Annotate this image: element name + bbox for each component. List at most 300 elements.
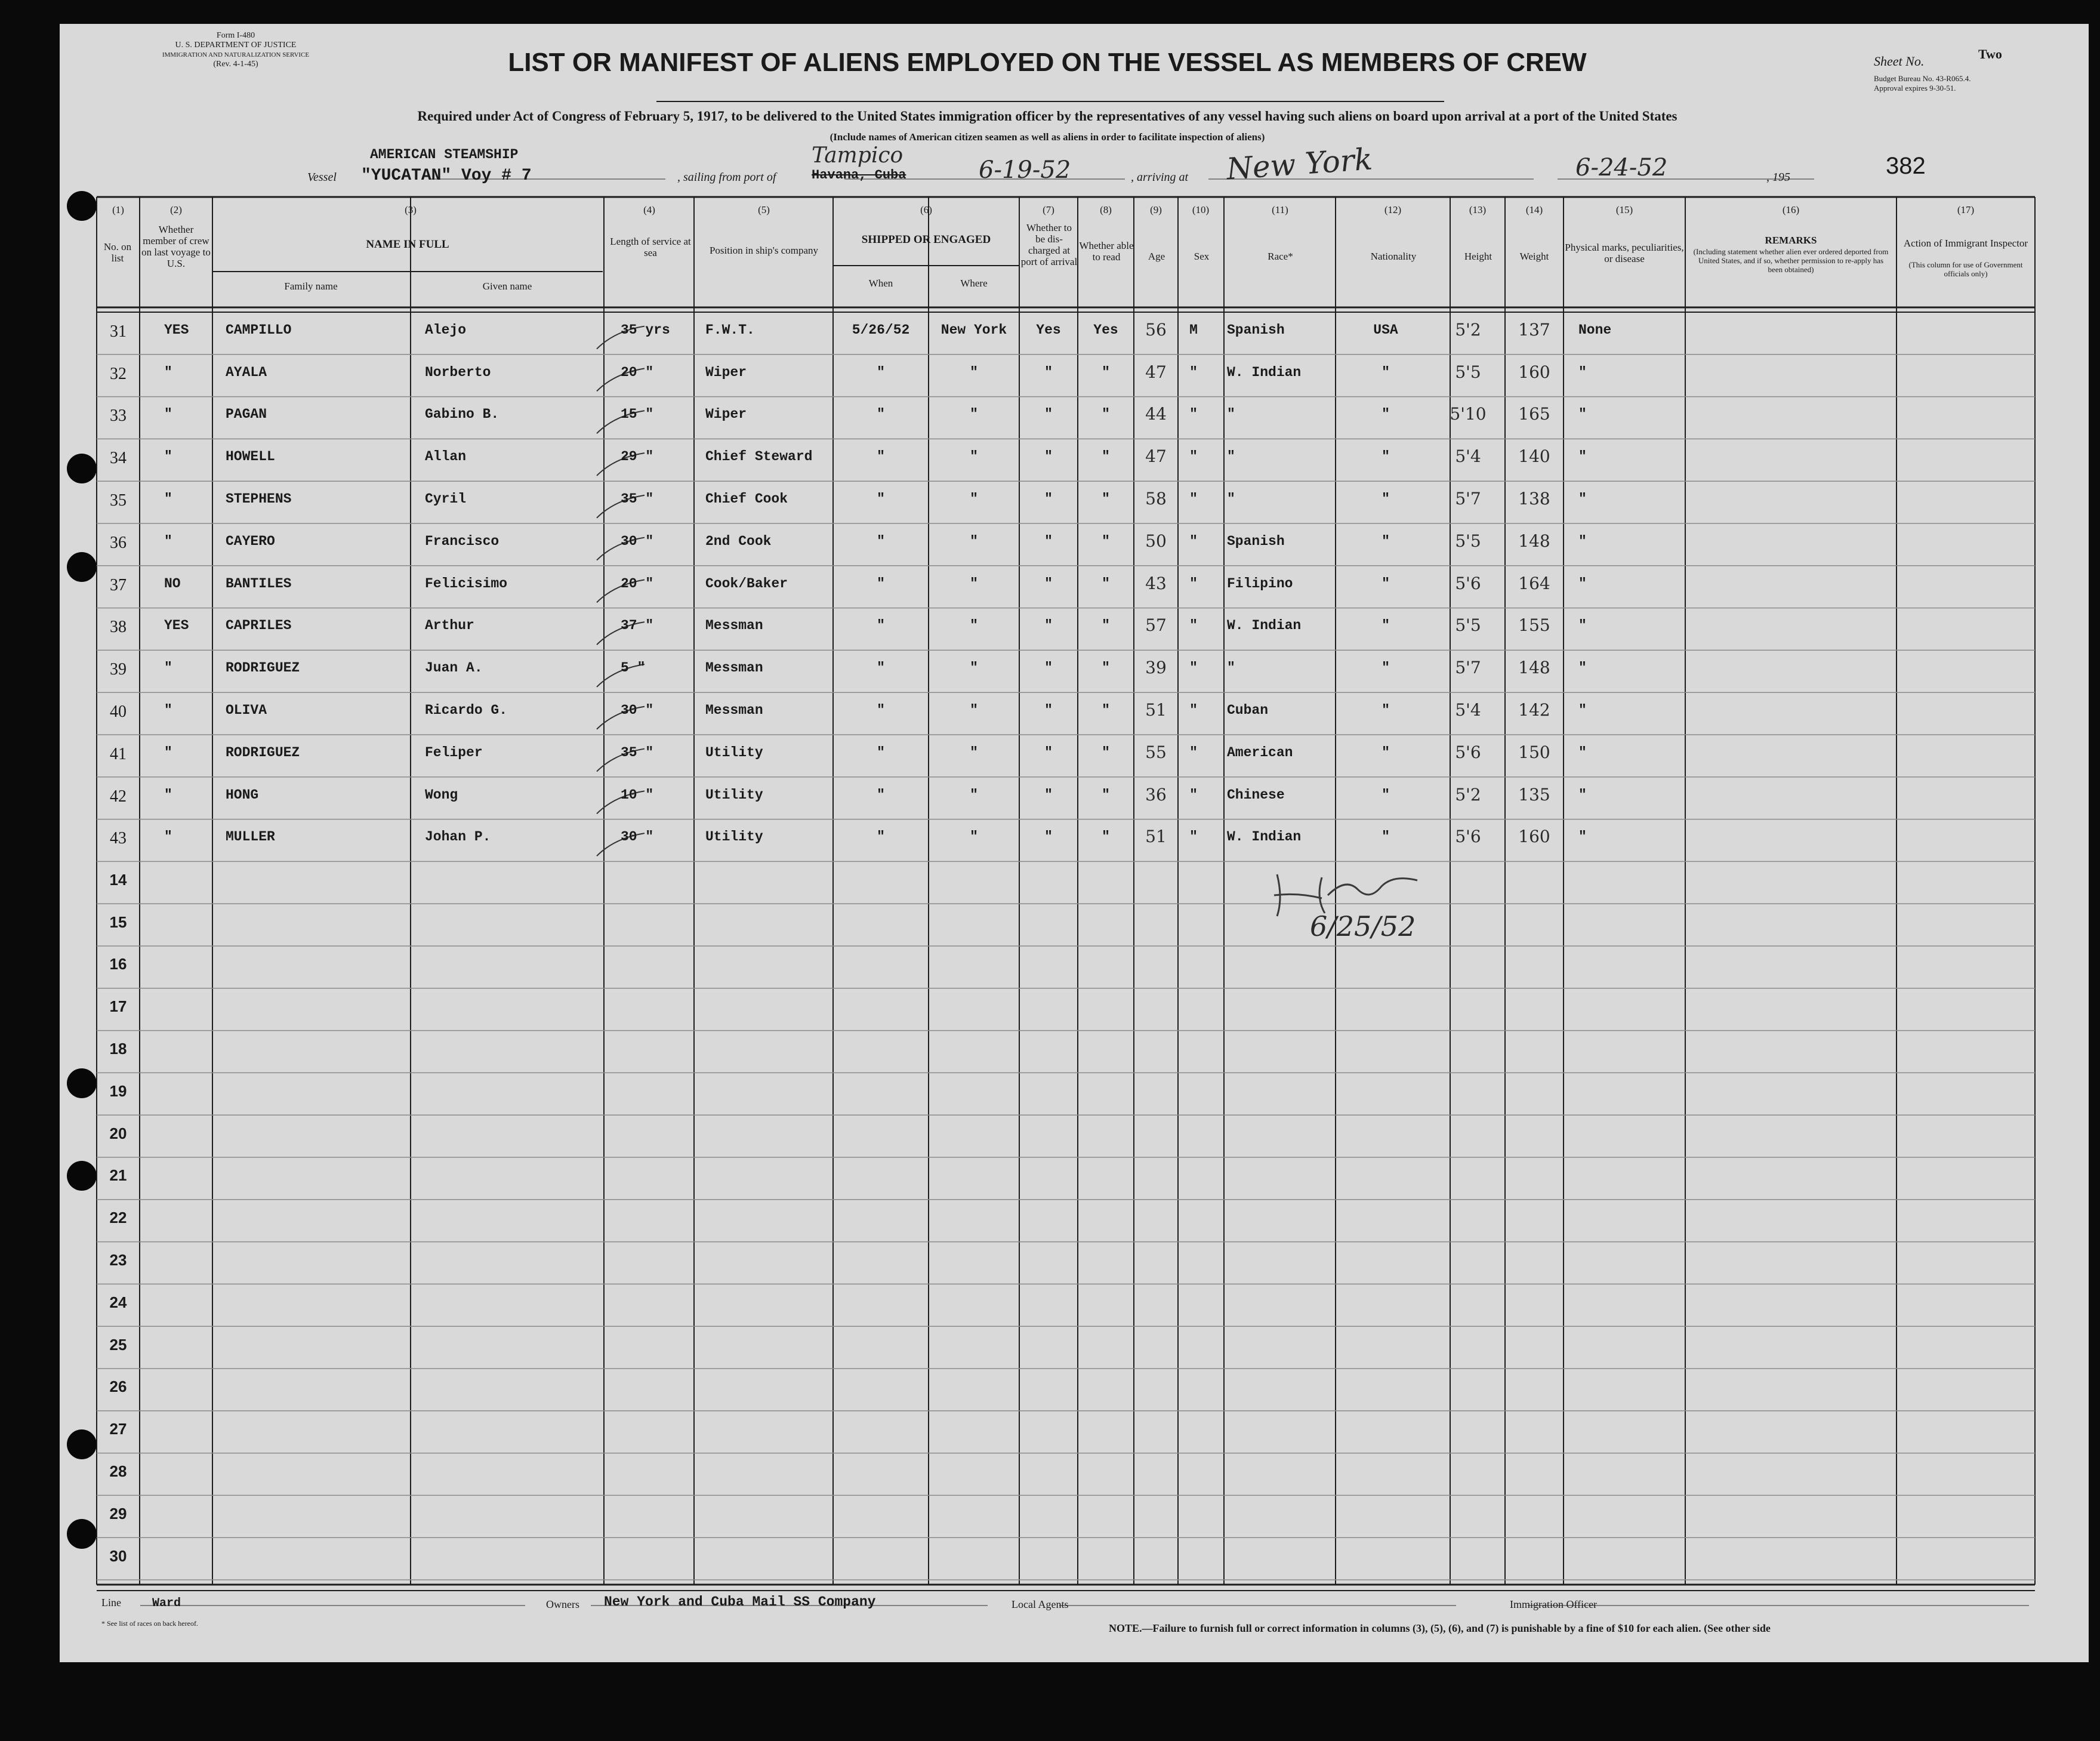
crew-weight: 142 bbox=[1518, 700, 1550, 720]
form-subtitle-note: (Include names of American citizen seamen as well as aliens in order to facilitate inspection of aliens) bbox=[829, 131, 1265, 143]
crew-able-to-read: " bbox=[1102, 829, 1110, 845]
form-subtitle: Required under Act of Congress of February 5, 1917, to be delivered to the United States immigration officer by the representatives of any vessel having such aliens on board upon arrival at a port of the United States bbox=[417, 109, 1677, 124]
footer-agents-label: Local Agents bbox=[1012, 1598, 1069, 1610]
column-number: (17) bbox=[1957, 204, 1975, 215]
crew-physical-marks: " bbox=[1578, 575, 1587, 591]
crew-nationality: " bbox=[1382, 364, 1390, 380]
column-number: (4) bbox=[643, 204, 655, 215]
crew-age: 47 bbox=[1145, 446, 1167, 467]
crew-given-name: Francisco bbox=[425, 533, 499, 549]
crew-nationality: " bbox=[1382, 618, 1390, 634]
punch-hole bbox=[67, 191, 97, 221]
crew-discharged: " bbox=[1044, 364, 1053, 380]
crew-nationality: " bbox=[1382, 744, 1390, 760]
col-header-inspector-note: (This column for use of Government officials only) bbox=[1908, 260, 2023, 278]
crew-sex: " bbox=[1189, 787, 1198, 803]
column-number: (12) bbox=[1384, 204, 1402, 215]
crew-position: Messman bbox=[705, 618, 763, 634]
vessel-name: "YUCATAN" Voy # 7 bbox=[361, 167, 532, 185]
crew-given-name: Wong bbox=[425, 787, 458, 803]
column-number: (7) bbox=[1043, 204, 1054, 215]
crew-family-name: CAMPILLO bbox=[226, 322, 292, 338]
crew-list-number: 33 bbox=[110, 406, 127, 426]
inspector-signature-date: 6/25/52 bbox=[1310, 910, 1416, 942]
crew-list-number: 39 bbox=[110, 660, 127, 679]
crew-given-name: Juan A. bbox=[425, 660, 483, 676]
crew-sex: " bbox=[1189, 618, 1198, 634]
crew-sex: " bbox=[1189, 406, 1198, 423]
crew-service-years: 5 " bbox=[621, 660, 646, 676]
crew-physical-marks: " bbox=[1578, 491, 1587, 507]
crew-prev-voyage: " bbox=[164, 533, 172, 549]
crew-list-number: 31 bbox=[110, 322, 127, 341]
crew-physical-marks: " bbox=[1578, 660, 1587, 676]
crew-discharged: " bbox=[1044, 491, 1053, 507]
crew-physical-marks: " bbox=[1578, 744, 1587, 760]
crew-height: 5'7 bbox=[1455, 658, 1481, 678]
crew-service-years: 15 " bbox=[621, 406, 654, 423]
arriving-date: 6-24-52 bbox=[1575, 154, 1668, 181]
crew-sex: " bbox=[1189, 491, 1198, 507]
crew-shipped-when: " bbox=[877, 660, 885, 676]
crew-able-to-read: " bbox=[1102, 787, 1110, 803]
crew-family-name: MULLER bbox=[226, 829, 275, 845]
crew-able-to-read: " bbox=[1102, 364, 1110, 380]
crew-nationality: " bbox=[1382, 575, 1390, 591]
crew-discharged: " bbox=[1044, 660, 1053, 676]
crew-physical-marks: " bbox=[1578, 702, 1587, 719]
crew-age: 44 bbox=[1145, 404, 1167, 424]
crew-given-name: Gabino B. bbox=[425, 406, 499, 423]
crew-weight: 140 bbox=[1518, 446, 1550, 467]
printed-row-number: 18 bbox=[109, 1039, 127, 1058]
crew-race: " bbox=[1227, 449, 1235, 465]
crew-given-name: Feliper bbox=[425, 744, 483, 760]
crew-given-name: Ricardo G. bbox=[425, 702, 508, 719]
crew-discharged: " bbox=[1044, 744, 1053, 760]
crew-service-years: 29 " bbox=[621, 449, 654, 465]
crew-prev-voyage: " bbox=[164, 660, 172, 676]
crew-shipped-where: New York bbox=[940, 322, 1007, 338]
crew-position: Wiper bbox=[705, 406, 747, 423]
approval-expiry: Approval expires 9-30-51. bbox=[1874, 84, 1956, 93]
crew-shipped-when: " bbox=[877, 491, 885, 507]
crew-height: 5'2 bbox=[1455, 319, 1481, 340]
crew-race: American bbox=[1227, 744, 1293, 760]
crew-list-number: 32 bbox=[110, 364, 127, 383]
col-header-age: Age bbox=[1148, 251, 1165, 262]
crew-age: 50 bbox=[1145, 531, 1167, 551]
crew-nationality: " bbox=[1382, 449, 1390, 465]
col-header-where: Where bbox=[960, 278, 988, 289]
crew-able-to-read: " bbox=[1102, 575, 1110, 591]
crew-age: 51 bbox=[1145, 827, 1167, 847]
crew-weight: 148 bbox=[1518, 531, 1550, 551]
crew-age: 47 bbox=[1145, 362, 1167, 382]
crew-shipped-where: " bbox=[970, 406, 978, 423]
col-header-position: Position in ship's company bbox=[709, 245, 819, 256]
punch-hole bbox=[67, 1068, 97, 1098]
printed-row-number: 24 bbox=[109, 1293, 127, 1311]
col-header-shipped: SHIPPED OR ENGAGED bbox=[861, 233, 991, 246]
crew-given-name: Johan P. bbox=[425, 829, 491, 845]
crew-weight: 148 bbox=[1518, 658, 1550, 678]
col-header-nationality: Nationality bbox=[1370, 251, 1417, 262]
crew-weight: 165 bbox=[1518, 404, 1550, 424]
crew-age: 51 bbox=[1145, 700, 1167, 720]
crew-nationality: " bbox=[1382, 406, 1390, 423]
crew-height: 5'4 bbox=[1455, 446, 1481, 467]
sailing-port: Havana, Cuba bbox=[812, 168, 906, 183]
crew-weight: 160 bbox=[1518, 827, 1550, 847]
col-header-read: Whether able to read bbox=[1079, 240, 1134, 263]
punch-hole bbox=[67, 1429, 97, 1459]
col-header-when: When bbox=[868, 278, 893, 289]
crew-family-name: AYALA bbox=[226, 364, 267, 380]
form-service: IMMIGRATION AND NATURALIZATION SERVICE bbox=[162, 51, 310, 58]
crew-race: W. Indian bbox=[1227, 618, 1302, 634]
col-header-height: Height bbox=[1464, 251, 1492, 262]
col-header-list-no: No. on list bbox=[103, 241, 132, 264]
crew-given-name: Felicisimo bbox=[425, 575, 508, 591]
footer-owners-label: Owners bbox=[546, 1598, 579, 1610]
crew-position: Messman bbox=[705, 660, 763, 676]
crew-height: 5'10 bbox=[1450, 404, 1487, 424]
crew-weight: 155 bbox=[1518, 615, 1550, 636]
form-id-block bbox=[146, 31, 325, 69]
column-number: (11) bbox=[1272, 204, 1288, 215]
crew-shipped-where: " bbox=[970, 744, 978, 760]
column-number: (9) bbox=[1150, 204, 1162, 215]
footer-line-label: Line bbox=[101, 1597, 121, 1609]
crew-shipped-when: " bbox=[877, 702, 885, 719]
crew-sex: " bbox=[1189, 575, 1198, 591]
printed-row-number: 19 bbox=[109, 1081, 127, 1100]
crew-discharged: " bbox=[1044, 829, 1053, 845]
crew-family-name: OLIVA bbox=[226, 702, 267, 719]
crew-given-name: Cyril bbox=[425, 491, 467, 507]
crew-age: 55 bbox=[1145, 742, 1167, 762]
footer-penalty-note: NOTE.—Failure to furnish full or correct information in columns (3), (5), (6), and (7) is punishable by a fine of $10 for each alien. (See other side bbox=[1109, 1622, 1771, 1634]
crew-age: 39 bbox=[1145, 658, 1167, 678]
printed-row-number: 16 bbox=[109, 955, 127, 973]
col-header-discharged: Whether to be dis-charged at port of arrival bbox=[1020, 222, 1078, 267]
page-title: LIST OR MANIFEST OF ALIENS EMPLOYED ON THE VESSEL AS MEMBERS OF CREW bbox=[508, 48, 1587, 77]
crew-race: Spanish bbox=[1227, 533, 1285, 549]
crew-discharged: " bbox=[1044, 449, 1053, 465]
crew-list-number: 41 bbox=[110, 744, 127, 763]
crew-service-years: 35 " bbox=[621, 491, 654, 507]
col-header-remarks-note: (Including statement whether alien ever ordered deported from United States, and if so, whether permission to re-apply has been obtained) bbox=[1693, 247, 1889, 274]
column-number: (8) bbox=[1100, 204, 1112, 215]
crew-sex: " bbox=[1189, 449, 1198, 465]
footer-officer-label: Immigration Officer bbox=[1510, 1598, 1598, 1610]
crew-position: Chief Cook bbox=[705, 491, 788, 507]
crew-discharged: " bbox=[1044, 702, 1053, 719]
crew-position: Utility bbox=[705, 787, 763, 803]
crew-race: W. Indian bbox=[1227, 364, 1302, 380]
crew-shipped-where: " bbox=[970, 702, 978, 719]
crew-family-name: HONG bbox=[226, 787, 259, 803]
crew-position: F.W.T. bbox=[705, 322, 755, 338]
crew-weight: 160 bbox=[1518, 362, 1550, 382]
crew-given-name: Allan bbox=[425, 449, 467, 465]
printed-row-number: 23 bbox=[109, 1250, 127, 1269]
crew-shipped-when: 5/26/52 bbox=[852, 322, 910, 338]
printed-row-number: 15 bbox=[109, 913, 127, 931]
crew-nationality: " bbox=[1382, 829, 1390, 845]
arriving-label: , arriving at bbox=[1131, 171, 1189, 184]
col-header-marks: Physical marks, peculiarities, or disease bbox=[1565, 242, 1684, 264]
crew-given-name: Norberto bbox=[425, 364, 491, 380]
sheet-label: Sheet No. bbox=[1874, 54, 1925, 69]
crew-physical-marks: " bbox=[1578, 406, 1587, 423]
crew-family-name: CAYERO bbox=[226, 533, 275, 549]
column-number: (14) bbox=[1525, 204, 1543, 215]
crew-family-name: HOWELL bbox=[226, 449, 275, 465]
crew-weight: 138 bbox=[1518, 489, 1550, 509]
crew-height: 5'4 bbox=[1455, 700, 1481, 720]
col-header-prev-voyage: Whether member of crew on last voyage to U.S. bbox=[141, 224, 211, 269]
crew-physical-marks: " bbox=[1578, 787, 1587, 803]
col-header-family-name: Family name bbox=[284, 281, 338, 292]
crew-able-to-read: " bbox=[1102, 744, 1110, 760]
crew-shipped-where: " bbox=[970, 660, 978, 676]
printed-row-number: 14 bbox=[109, 870, 127, 889]
crew-physical-marks: None bbox=[1578, 322, 1612, 338]
crew-service-years: 30 " bbox=[621, 829, 654, 845]
crew-prev-voyage: " bbox=[164, 449, 172, 465]
crew-race: Spanish bbox=[1227, 322, 1285, 338]
crew-position: Cook/Baker bbox=[705, 575, 788, 591]
crew-race: W. Indian bbox=[1227, 829, 1302, 845]
crew-list-number: 34 bbox=[110, 449, 127, 468]
crew-list-number: 40 bbox=[110, 702, 127, 722]
crew-prev-voyage: " bbox=[164, 829, 172, 845]
crew-shipped-when: " bbox=[877, 533, 885, 549]
printed-row-number: 30 bbox=[109, 1546, 127, 1565]
crew-prev-voyage: NO bbox=[164, 575, 181, 591]
crew-discharged: " bbox=[1044, 406, 1053, 423]
crew-service-years: 35 yrs bbox=[621, 322, 670, 338]
printed-row-number: 22 bbox=[109, 1209, 127, 1227]
crew-height: 5'2 bbox=[1455, 784, 1481, 805]
crew-able-to-read: " bbox=[1102, 406, 1110, 423]
crew-family-name: PAGAN bbox=[226, 406, 267, 423]
crew-given-name: Alejo bbox=[425, 322, 467, 338]
form-dept: U. S. DEPARTMENT OF JUSTICE bbox=[175, 41, 297, 50]
crew-shipped-where: " bbox=[970, 364, 978, 380]
column-number: (2) bbox=[170, 204, 182, 215]
crew-weight: 164 bbox=[1518, 573, 1550, 593]
crew-age: 36 bbox=[1145, 784, 1167, 805]
crew-weight: 150 bbox=[1518, 742, 1550, 762]
crew-list-number: 37 bbox=[110, 575, 127, 594]
crew-race: " bbox=[1227, 491, 1235, 507]
crew-nationality: " bbox=[1382, 702, 1390, 719]
crew-prev-voyage: " bbox=[164, 491, 172, 507]
crew-sex: " bbox=[1189, 660, 1198, 676]
printed-row-number: 21 bbox=[109, 1166, 127, 1185]
crew-service-years: 30 " bbox=[621, 702, 654, 719]
crew-shipped-when: " bbox=[877, 744, 885, 760]
crew-prev-voyage: " bbox=[164, 406, 172, 423]
column-number: (10) bbox=[1192, 204, 1210, 215]
printed-row-number: 25 bbox=[109, 1335, 127, 1354]
crew-race: Filipino bbox=[1227, 575, 1293, 591]
crew-shipped-where: " bbox=[970, 575, 978, 591]
vessel-type: AMERICAN STEAMSHIP bbox=[370, 147, 519, 162]
crew-list-number: 42 bbox=[110, 787, 127, 806]
crew-sex: " bbox=[1189, 364, 1198, 380]
sheet-number: Two bbox=[1978, 47, 2002, 61]
crew-weight: 137 bbox=[1518, 319, 1550, 340]
column-number: (6) bbox=[920, 204, 932, 215]
column-number: (15) bbox=[1615, 204, 1633, 215]
crew-age: 57 bbox=[1145, 615, 1167, 636]
crew-able-to-read: " bbox=[1102, 491, 1110, 507]
column-number: (1) bbox=[112, 204, 124, 215]
crew-shipped-when: " bbox=[877, 364, 885, 380]
crew-service-years: 20 " bbox=[621, 364, 654, 380]
crew-sex: M bbox=[1189, 322, 1198, 338]
budget-bureau: Budget Bureau No. 43-R065.4. bbox=[1874, 74, 1971, 83]
col-header-name: NAME IN FULL bbox=[366, 238, 449, 251]
footer-line-value: Ward bbox=[152, 1597, 181, 1610]
sailing-label: , sailing from port of bbox=[677, 171, 776, 184]
crew-able-to-read: Yes bbox=[1093, 322, 1118, 338]
footer-owners-value: New York and Cuba Mail SS Company bbox=[604, 1594, 876, 1610]
col-header-remarks: REMARKS bbox=[1765, 235, 1817, 246]
printed-row-number: 17 bbox=[109, 997, 127, 1016]
printed-row-number: 27 bbox=[109, 1420, 127, 1438]
crew-shipped-where: " bbox=[970, 449, 978, 465]
crew-able-to-read: " bbox=[1102, 533, 1110, 549]
crew-shipped-where: " bbox=[970, 829, 978, 845]
crew-sex: " bbox=[1189, 702, 1198, 719]
crew-height: 5'5 bbox=[1455, 531, 1481, 551]
year-label: , 195 bbox=[1766, 171, 1790, 184]
crew-physical-marks: " bbox=[1578, 829, 1587, 845]
crew-sex: " bbox=[1189, 829, 1198, 845]
crew-physical-marks: " bbox=[1578, 533, 1587, 549]
footer-races-note: * See list of races on back hereof. bbox=[101, 1619, 198, 1628]
crew-list-number: 35 bbox=[110, 491, 127, 510]
crew-nationality: " bbox=[1382, 787, 1390, 803]
punch-hole bbox=[67, 1519, 97, 1549]
crew-age: 56 bbox=[1145, 319, 1167, 340]
crew-race: Cuban bbox=[1227, 702, 1269, 719]
crew-height: 5'6 bbox=[1455, 573, 1481, 593]
form-rev: (Rev. 4-1-45) bbox=[213, 60, 258, 69]
crew-prev-voyage: YES bbox=[164, 618, 189, 634]
sailing-port-handwritten: Tampico bbox=[812, 143, 903, 168]
crew-discharged: " bbox=[1044, 575, 1053, 591]
crew-position: Utility bbox=[705, 744, 763, 760]
column-number: (5) bbox=[758, 204, 770, 215]
crew-age: 58 bbox=[1145, 489, 1167, 509]
crew-race: " bbox=[1227, 660, 1235, 676]
arriving-port: New York bbox=[1225, 141, 1374, 187]
col-header-given-name: Given name bbox=[482, 281, 532, 292]
crew-family-name: RODRIGUEZ bbox=[226, 744, 300, 760]
crew-height: 5'6 bbox=[1455, 827, 1481, 847]
crew-shipped-where: " bbox=[970, 618, 978, 634]
col-header-service: Length of service at sea bbox=[610, 236, 691, 258]
crew-weight: 135 bbox=[1518, 784, 1550, 805]
crew-shipped-where: " bbox=[970, 491, 978, 507]
punch-hole bbox=[67, 552, 97, 582]
crew-family-name: CAPRILES bbox=[226, 618, 292, 634]
crew-service-years: 35 " bbox=[621, 744, 654, 760]
crew-sex: " bbox=[1189, 744, 1198, 760]
crew-height: 5'6 bbox=[1455, 742, 1481, 762]
crew-prev-voyage: " bbox=[164, 787, 172, 803]
column-number: (13) bbox=[1469, 204, 1487, 215]
crew-family-name: STEPHENS bbox=[226, 491, 292, 507]
col-header-inspector: Action of Immigrant Inspector bbox=[1903, 238, 2028, 249]
crew-position: Chief Steward bbox=[705, 449, 813, 465]
col-header-race: Race* bbox=[1268, 251, 1293, 262]
crew-shipped-where: " bbox=[970, 787, 978, 803]
crew-shipped-when: " bbox=[877, 618, 885, 634]
crew-nationality: " bbox=[1382, 491, 1390, 507]
crew-prev-voyage: " bbox=[164, 364, 172, 380]
printed-row-number: 29 bbox=[109, 1504, 127, 1523]
crew-service-years: 30 " bbox=[621, 533, 654, 549]
crew-able-to-read: " bbox=[1102, 660, 1110, 676]
crew-position: Wiper bbox=[705, 364, 747, 380]
crew-shipped-when: " bbox=[877, 829, 885, 845]
crew-position: Messman bbox=[705, 702, 763, 719]
crew-list-number: 38 bbox=[110, 618, 127, 637]
crew-shipped-when: " bbox=[877, 787, 885, 803]
crew-discharged: " bbox=[1044, 618, 1053, 634]
crew-list-number: 43 bbox=[110, 829, 127, 848]
crew-shipped-when: " bbox=[877, 449, 885, 465]
crew-given-name: Arthur bbox=[425, 618, 474, 634]
crew-shipped-when: " bbox=[877, 406, 885, 423]
punch-hole bbox=[67, 1161, 97, 1191]
crew-nationality: USA bbox=[1373, 322, 1398, 338]
punch-hole bbox=[67, 454, 97, 483]
crew-sex: " bbox=[1189, 533, 1198, 549]
crew-height: 5'5 bbox=[1455, 362, 1481, 382]
crew-discharged: " bbox=[1044, 787, 1053, 803]
crew-service-years: 10 " bbox=[621, 787, 654, 803]
crew-height: 5'5 bbox=[1455, 615, 1481, 636]
crew-prev-voyage: " bbox=[164, 744, 172, 760]
crew-physical-marks: " bbox=[1578, 364, 1587, 380]
crew-physical-marks: " bbox=[1578, 449, 1587, 465]
column-number: (16) bbox=[1782, 204, 1800, 215]
crew-position: 2nd Cook bbox=[705, 533, 772, 549]
crew-physical-marks: " bbox=[1578, 618, 1587, 634]
crew-able-to-read: " bbox=[1102, 618, 1110, 634]
crew-able-to-read: " bbox=[1102, 702, 1110, 719]
column-number: (3) bbox=[405, 204, 417, 215]
crew-family-name: BANTILES bbox=[226, 575, 292, 591]
page-stamp-number: 382 bbox=[1886, 153, 1926, 179]
crew-position: Utility bbox=[705, 829, 763, 845]
crew-nationality: " bbox=[1382, 533, 1390, 549]
crew-prev-voyage: YES bbox=[164, 322, 189, 338]
col-header-weight: Weight bbox=[1519, 251, 1549, 262]
crew-height: 5'7 bbox=[1455, 489, 1481, 509]
printed-row-number: 26 bbox=[109, 1378, 127, 1396]
crew-race: Chinese bbox=[1227, 787, 1285, 803]
crew-shipped-when: " bbox=[877, 575, 885, 591]
